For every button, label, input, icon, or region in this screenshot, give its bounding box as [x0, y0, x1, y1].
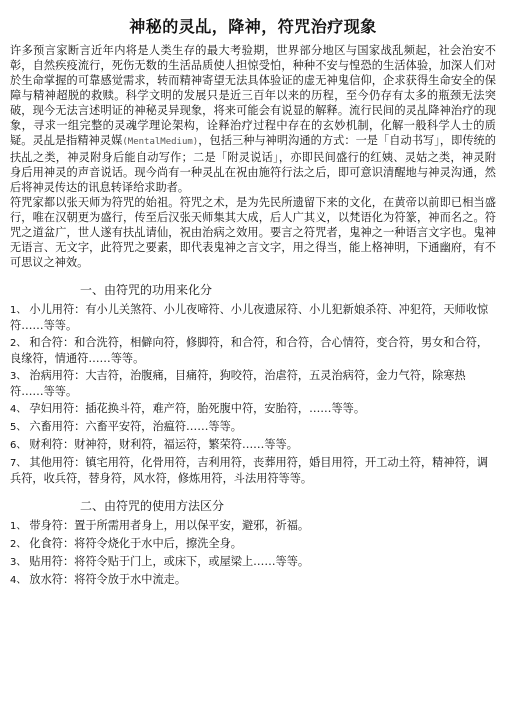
- list-item: [10, 335, 496, 366]
- list-item: [10, 572, 496, 588]
- section-1-title: 一、由符咒的功用来化分: [80, 283, 213, 297]
- intro-paragraph-1: [10, 43, 496, 195]
- section-2-title: 二、由符咒的使用方法区分: [80, 499, 225, 513]
- section-1-list: [10, 302, 496, 486]
- item-number: 7、: [10, 458, 27, 469]
- page-title: 神秘的灵乩，降神，符咒治疗现象: [129, 17, 377, 36]
- item-number: 5、: [10, 422, 27, 433]
- item-number: 4、: [10, 575, 27, 586]
- list-item: [10, 554, 496, 570]
- item-text: 贴用符：将符令贴于门上，或床下，或屋梁上……等等。: [29, 555, 310, 568]
- item-number: 1、: [10, 521, 27, 532]
- item-number: 2、: [10, 539, 27, 550]
- section-2-list: [10, 518, 496, 588]
- list-item: [10, 302, 496, 333]
- item-text: 六畜用符：六畜平安符，治瘟符……等等。: [29, 420, 242, 433]
- item-text: 其他用符：镇宅用符，化骨用符，吉利用符，丧葬用符，婚目用符，开工动土符，精神符，调兵符，收兵符，替身符，风水符，修炼用符，斗法用符等等。: [10, 456, 489, 485]
- intro-text-1b: ，包括三种与神明沟通的方式：一是「自动书写」，即传统的扶乩之类，神灵附身后能自动写作；二是「附灵说话」，亦即民间盛行的红姨、灵姑之类，神灵附身后用神灵的声音说话。现今尚有一种灵乩在祝由施符行法之后，即可意识清醒地与神灵沟通，然后将神灵传达的讯息转译给求助者。: [10, 134, 496, 194]
- item-number: 2、: [10, 338, 27, 349]
- list-item: [10, 455, 496, 486]
- item-number: 4、: [10, 404, 27, 415]
- item-number: 1、: [10, 305, 27, 316]
- item-text: 化食符：将符令烧化于水中后，擦洗全身。: [29, 537, 242, 550]
- item-text: 放水符：将符令放于水中流走。: [29, 573, 187, 586]
- item-text: 和合符：和合洗符，相僻向符，修脚符，和合符，和合符，合心情符，变合符，男女和合符，良缘符，情通符……等等。: [10, 336, 489, 365]
- item-text: 治病用符：大吉符，治腹痛，目痛符，狗咬符，治虐符，五灵治病符，金力气符，除寒热符……等等。: [10, 369, 466, 398]
- item-text: 带身符：置于所需用者身上，用以保平安，避邪，祈福。: [29, 519, 310, 532]
- list-item: [10, 437, 496, 453]
- intro-text-1: 许多预言家断言近年内将是人类生存的最大考验期，世界部分地区与国家战乱频起，社会治安不彰，自然疾疫流行，死伤无数的生活品质使人担惊受怕，种种不安与惶恐的生活体验，加深人们对於生命掌握的可靠感觉需求，转而精神寄望无法具体验证的虚无神鬼信仰，企求获得生命安全的保障与精神超脱的救赎。科学文明的发展只是近三百年以来的历程，至今仍存有太多的瓶颈无法突破，现今无法言述明证的神秘灵异现象，将来可能会有说显的解释。流行民间的灵乩降神治疗的现象，寻求一组完整的灵魂学理论架构，诠释治疗过程中存在的玄妙机制，化解一般科学人士的质疑。灵乩是指精神灵媒: [10, 44, 496, 147]
- item-number: 3、: [10, 557, 27, 568]
- medium-term: (MentalMedium): [122, 137, 199, 147]
- item-number: 3、: [10, 371, 27, 382]
- list-item: [10, 419, 496, 435]
- item-text: 财利符：财神符，财利符，福运符，繁荣符……等等。: [29, 438, 298, 451]
- item-number: 6、: [10, 440, 27, 451]
- item-text: 小儿用符：有小儿关煞符、小儿夜啼符、小儿夜遗尿符、小儿犯新娘杀符、冲犯符，天师收惊符……等等。: [10, 303, 489, 332]
- item-text: 孕妇用符：插花换斗符，难产符，胎死腹中符，安胎符，……等等。: [29, 402, 366, 415]
- intro-paragraph-2: 符咒家都以张天师为符咒的始祖。符咒之术，是为先民所遗留下来的文化，在黄帝以前即已相当盛行，唯在汉朝更为盛行，传至后汉张天师集其大成，后人广其义，以梵语化为符篆，神而名之。符咒之道盆广，世人遂有扶乩请仙，祝由治病之效用。要言之符咒者，鬼神之一种语言文字也。鬼神无语言、无文字，此符咒之要素，即代表鬼神之言文字，用之得当，能上格神明，下通幽府，有不可思议之神效。: [10, 196, 496, 269]
- list-item: [10, 518, 496, 534]
- list-item: [10, 368, 496, 399]
- list-item: [10, 536, 496, 552]
- list-item: [10, 401, 496, 417]
